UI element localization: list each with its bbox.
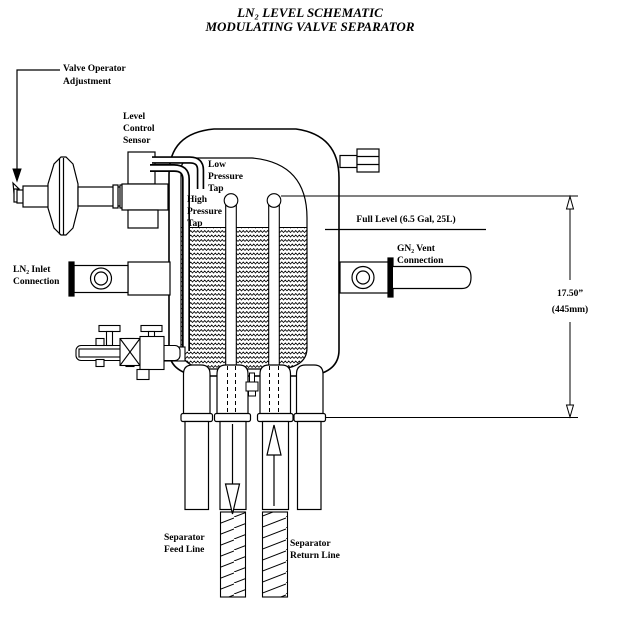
height-dimension-metric: (445mm) (551, 305, 589, 315)
separator-return-line-label-line1: Separator (290, 539, 331, 549)
diagram-title-line1: LN₂ LEVEL SCHEMATIC (237, 5, 383, 20)
valve-operator-adjustment-label-line1: Valve Operator (63, 64, 126, 74)
gn2-vent-label-line2: Connection (397, 256, 444, 266)
valve-operator-leader-line (13, 70, 60, 181)
high-pressure-tap-label-line1: High (187, 195, 208, 205)
high-pressure-tap-label-line2: Pressure (187, 207, 223, 217)
separator-vessel (169, 129, 339, 376)
level-control-sensor-label-line3: Sensor (123, 136, 151, 146)
flex-feed-line (221, 512, 246, 597)
high-pressure-tap-label-line3: Tap (187, 219, 203, 229)
separator-feed-line-label-line1: Separator (164, 533, 205, 543)
diagram-title-line2: MODULATING VALVE SEPARATOR (205, 19, 415, 34)
height-dimension-value: 17.50” (556, 289, 584, 299)
level-control-sensor-label-line2: Control (123, 124, 155, 134)
separator-feed-line-label-line2: Feed Line (164, 545, 205, 555)
feed-standpipe (224, 194, 238, 370)
low-pressure-tap-label-line2: Pressure (208, 172, 244, 182)
return-standpipe (267, 194, 281, 370)
relief-fitting (340, 149, 379, 172)
level-control-sensor-label-line1: Level (123, 112, 146, 122)
low-pressure-tap-label-line1: Low (208, 160, 226, 170)
ln2-inlet-label-line1: LN₂ Inlet (13, 265, 51, 275)
flex-return-line (263, 512, 288, 597)
ln2-inlet-port (69, 262, 170, 296)
valve-operator-adjustment-label-line2: Adjustment (63, 77, 112, 87)
valve-actuator (13, 157, 126, 235)
gn2-vent-label-line1: GN₂ Vent (397, 244, 435, 254)
flex-transfer-lines (221, 512, 288, 597)
liquid-fill (181, 227, 308, 371)
separator-return-line-label-line2: Return Line (290, 551, 340, 561)
full-level-label: Full Level (6.5 Gal, 25L) (356, 215, 456, 225)
ln2-inlet-label-line2: Connection (13, 277, 60, 287)
low-pressure-tap-label-line3: Tap (208, 184, 224, 194)
